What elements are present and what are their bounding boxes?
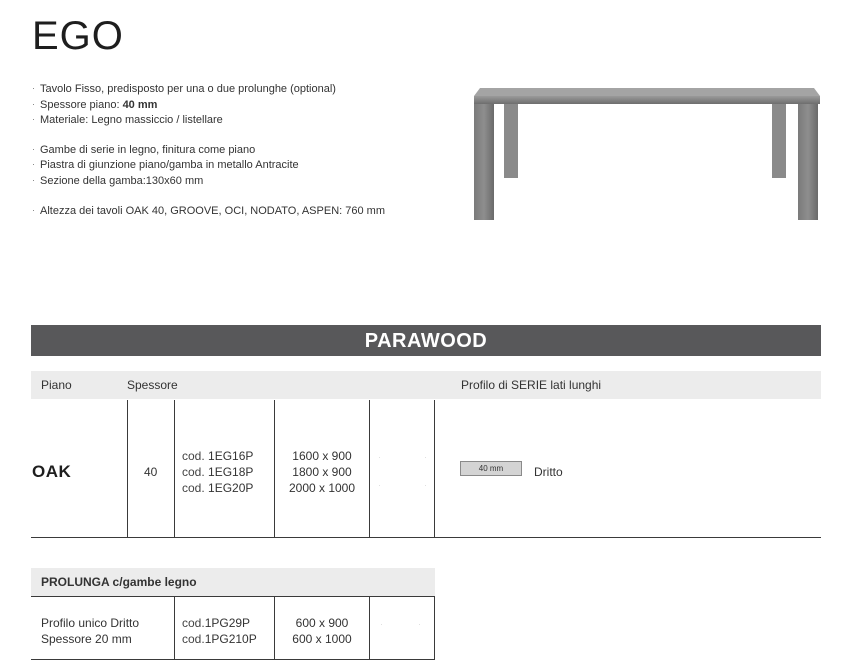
spec-item: · Gambe di serie in legno, finitura come piano	[32, 143, 256, 156]
faint-mark: ·	[424, 480, 427, 490]
tabletop-edge	[474, 96, 820, 104]
table-header	[31, 371, 821, 399]
divider	[434, 597, 435, 659]
prolunga-header: PROLUNGA c/gambe legno	[31, 568, 435, 596]
divider	[31, 659, 435, 660]
divider	[127, 400, 128, 537]
spec-item: · Spessore piano: 40 mm	[32, 98, 158, 111]
dimension-list	[280, 448, 364, 496]
spec-item: · Materiale: Legno massiccio / listellare	[32, 114, 223, 127]
spec-item: · Tavolo Fisso, predisposto per una o due prolunghe (optional)	[32, 83, 336, 95]
prolunga-dimension-list	[280, 615, 364, 647]
divider	[274, 400, 275, 537]
piano-name: OAK	[32, 462, 72, 481]
profile-swatch: 40 mm	[460, 461, 522, 476]
spessore-value: 40	[144, 465, 158, 479]
dimension-item: 1600 x 900	[292, 449, 352, 463]
code-list	[182, 448, 253, 496]
table-leg	[798, 104, 818, 220]
code-item: cod. 1EG16P	[182, 449, 254, 463]
table-product-image	[472, 82, 822, 222]
dimension-item: 1800 x 900	[292, 465, 352, 479]
bullet-icon: ·	[32, 204, 35, 215]
prolunga-description	[41, 615, 139, 647]
spec-group	[32, 203, 385, 219]
faint-mark: ·	[378, 452, 381, 462]
prolunga-code-list	[182, 615, 257, 647]
divider	[174, 400, 175, 537]
table-leg	[504, 104, 518, 178]
divider	[31, 596, 435, 597]
header-piano: Piano	[41, 378, 72, 392]
description-line: Spessore 20 mm	[41, 632, 132, 646]
profile-name: Dritto	[534, 465, 563, 479]
faint-mark: ·	[380, 619, 383, 629]
bullet-icon: ·	[32, 143, 35, 154]
divider	[369, 400, 370, 537]
dimension-item: 2000 x 1000	[288, 481, 356, 495]
bullet-icon: ·	[32, 114, 35, 125]
dimension-item: 600 x 1000	[292, 632, 352, 646]
spec-group	[32, 81, 385, 128]
faint-mark: ·	[418, 619, 421, 629]
code-item: cod. 1EG20P	[182, 481, 254, 495]
header-profilo: Profilo di SERIE lati lunghi	[461, 378, 602, 392]
spec-item: · Piastra di giunzione piano/gamba in metallo Antracite	[32, 159, 299, 172]
divider	[174, 597, 175, 659]
spec-group	[32, 142, 385, 189]
header-spessore: Spessore	[127, 378, 178, 392]
spec-list	[32, 81, 385, 232]
divider	[274, 597, 275, 659]
table-leg	[772, 104, 786, 178]
spec-item: · Sezione della gamba:130x60 mm	[32, 174, 204, 187]
spec-item: · Altezza dei tavoli OAK 40, GROOVE, OCI, NODATO, ASPEN: 760 mm	[32, 204, 385, 217]
section-banner: PARAWOOD	[31, 325, 821, 356]
tabletop-surface	[474, 88, 820, 96]
code-item: cod.1PG210P	[182, 632, 257, 646]
faint-mark: ·	[424, 452, 427, 462]
divider	[369, 597, 370, 659]
divider	[434, 400, 435, 537]
divider	[31, 537, 821, 538]
dimension-item: 600 x 900	[295, 616, 349, 630]
table-leg	[474, 104, 494, 220]
code-item: cod.1PG29P	[182, 616, 251, 630]
faint-mark: ·	[378, 480, 381, 490]
page-title: EGO	[32, 14, 124, 58]
bullet-icon: ·	[32, 98, 35, 109]
bullet-icon: ·	[32, 159, 35, 170]
description-line: Profilo unico Dritto	[41, 616, 140, 630]
code-item: cod. 1EG18P	[182, 465, 254, 479]
bullet-icon: ·	[32, 174, 35, 185]
bullet-icon: ·	[32, 83, 35, 93]
